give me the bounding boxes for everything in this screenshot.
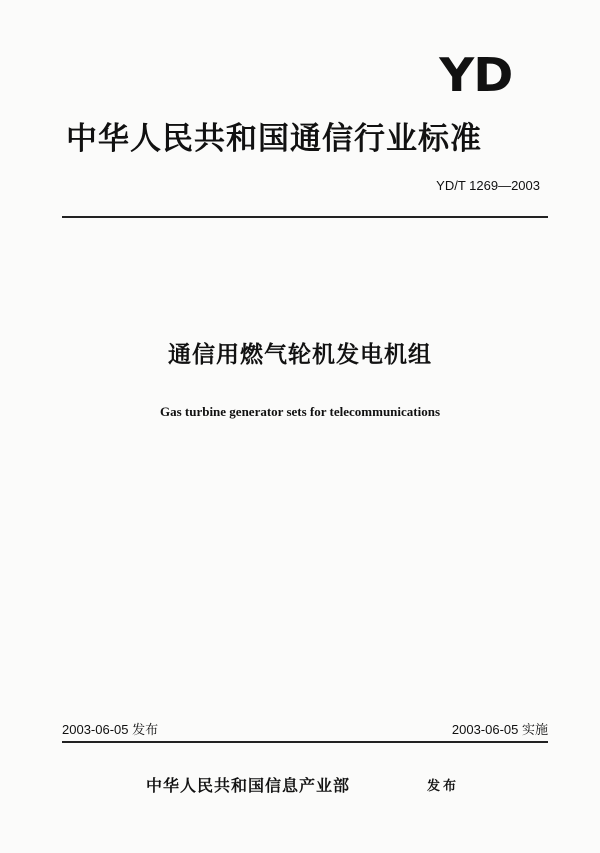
industry-standard-title: 中华人民共和国通信行业标准 <box>66 121 482 157</box>
bottom-divider <box>62 741 548 743</box>
issue-date: 2003-06-05 发布 <box>62 722 159 737</box>
yd-logo: YD <box>438 48 512 102</box>
document-title-chinese: 通信用燃气轮机发电机组 <box>168 342 432 368</box>
document-title-english: Gas turbine generator sets for telecommunications <box>159 404 441 419</box>
top-divider <box>62 216 548 218</box>
standard-number: YD/T 1269—2003 <box>436 178 540 193</box>
implementation-date: 2003-06-05 实施 <box>451 722 548 737</box>
publisher-name: 中华人民共和国信息产业部 <box>146 776 351 795</box>
publish-label: 发布 <box>427 779 460 794</box>
